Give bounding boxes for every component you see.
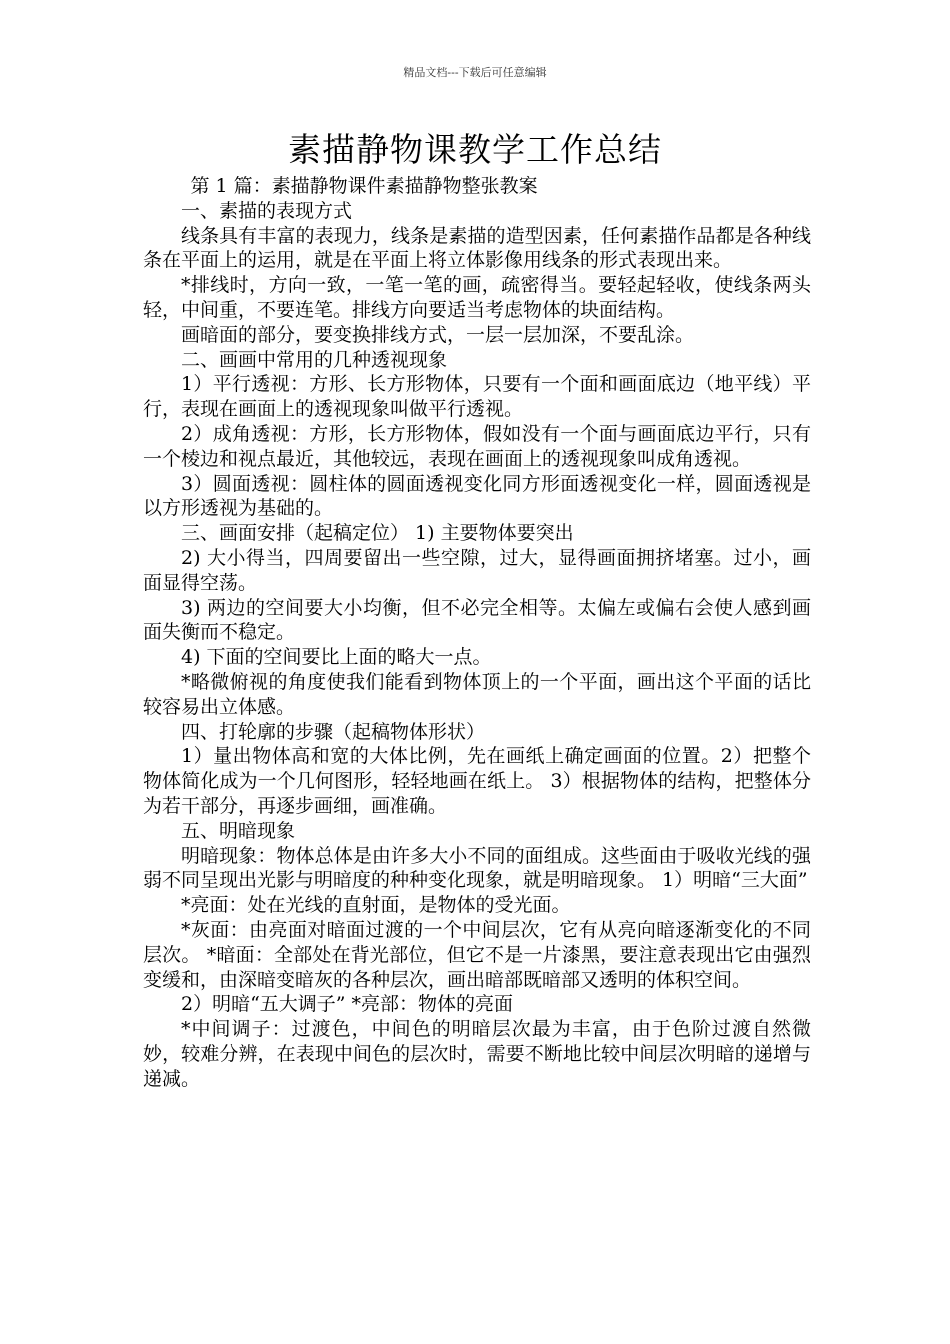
section-heading: 二、画画中常用的几种透视现象 [181,348,448,371]
section-heading: 五、明暗现象 [181,819,296,842]
paragraph: 1）平行透视：方形、长方形物体，只要有一个面和画面底边（地平线）平行，表现在画面上的透视现象叫做平行透视。 [143,373,811,421]
paragraph: 画暗面的部分，要变换排线方式，一层一层加深，不要乱涂。 [181,323,695,346]
section-heading: 四、打轮廓的步骤（起稿物体形状） [181,720,486,743]
header-note: 精品文档---下载后可任意编辑 [403,66,547,79]
document-subtitle: 第 1 篇：素描静物课件素描静物整张教案 [190,175,538,197]
paragraph: 2）成角透视：方形，长方形物体，假如没有一个面与画面底边平行，只有一个棱边和视点最近，其他较远，表现在画面上的透视现象叫成角透视。 [143,422,811,470]
paragraph: *亮面：处在光线的直射面，是物体的受光面。 [181,894,571,917]
paragraph: 线条具有丰富的表现力，线条是素描的造型因素，任何素描作品都是各种线条在平面上的运用，就是在平面上将立体影像用线条的形式表现出来。 [143,224,811,272]
paragraph: 3）圆面透视：圆柱体的圆面透视变化同方形面透视变化一样，圆面透视是以方形透视为基础的。 [143,472,811,520]
paragraph: 1）量出物体高和宽的大体比例，先在画纸上确定画面的位置。2）把整个物体简化成为一个几何图形，轻轻地画在纸上。 3）根据物体的结构，把整体分为若干部分，再逐步画细，画准确。 [143,745,811,817]
paragraph: 明暗现象：物体总体是由许多大小不同的面组成。这些面由于吸收光线的强弱不同呈现出光影与明暗度的种种变化现象，就是明暗现象。 1）明暗“三大面” [143,844,811,892]
paragraph: *略微俯视的角度使我们能看到物体顶上的一个平面，画出这个平面的话比较容易出立体感。 [143,670,811,718]
paragraph: *排线时，方向一致，一笔一笔的画，疏密得当。要轻起轻收，使线条两头轻，中间重，不要连笔。排线方向要适当考虑物体的块面结构。 [143,274,811,321]
paragraph: 2）明暗“五大调子” *亮部：物体的亮面 [181,993,514,1016]
document-body [143,174,811,1091]
document-title: 素描静物课教学工作总结 [288,130,662,169]
paragraph: *中间调子：过渡色，中间色的明暗层次最为丰富，由于色阶过渡自然微妙，较难分辨，在表现中间色的层次时，需要不断地比较中间层次明暗的递增与递减。 [143,1018,811,1090]
paragraph: 3) 两边的空间要大小均衡，但不必完全相等。太偏左或偏右会使人感到画面失衡而不稳定。 [143,596,811,644]
paragraph: 2) 大小得当，四周要留出一些空隙，过大，显得画面拥挤堵塞。过小，画面显得空荡。 [143,546,811,594]
section-heading: 三、画面安排（起稿定位） 1) 主要物体要突出 [181,522,574,545]
paragraph: *灰面：由亮面对暗面过渡的一个中间层次，它有从亮向暗逐渐变化的不同层次。 *暗面：全部处在背光部位，但它不是一片漆黑，要注意表现出它由强烈变缓和，由深暗变暗灰的各种层次，画出暗部既暗部又透明的体积空间。 [143,918,811,991]
paragraph: 4) 下面的空间要比上面的略大一点。 [181,646,492,669]
section-heading: 一、素描的表现方式 [181,199,353,222]
